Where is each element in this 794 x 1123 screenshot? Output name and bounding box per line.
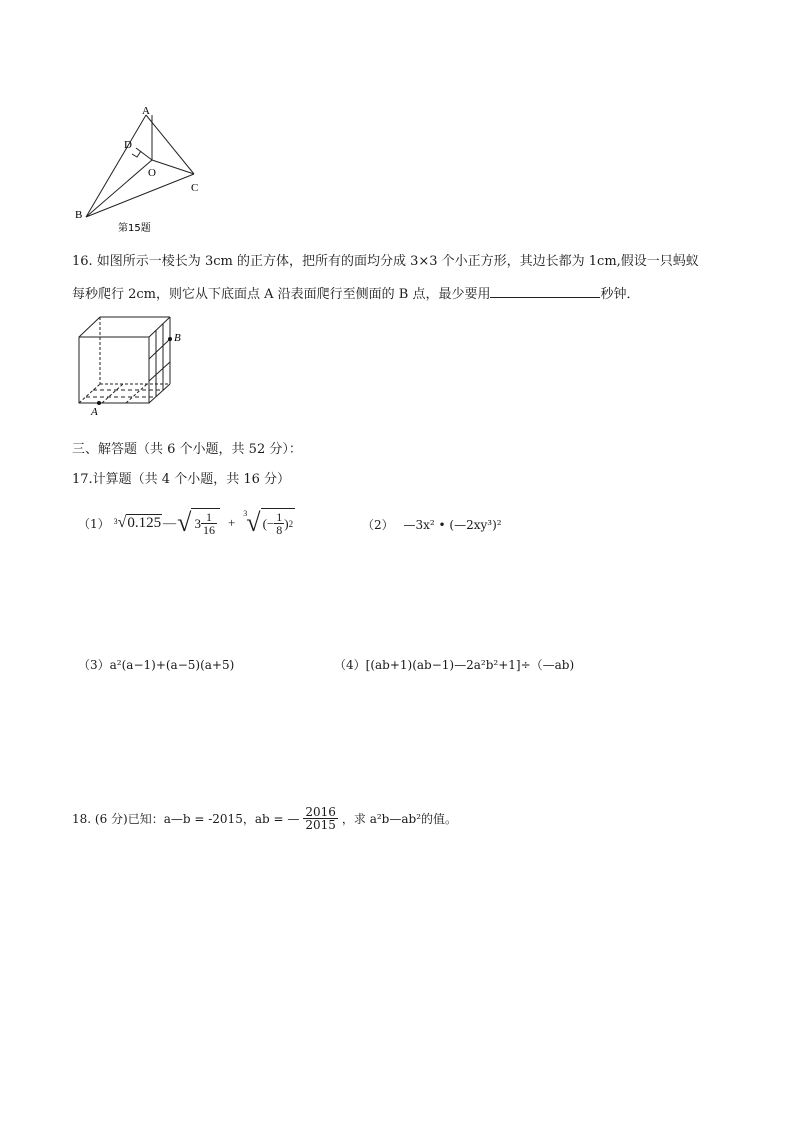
q17-4-expression: [(ab+1)(ab−1)—2a²b²+1]÷（—ab) [365, 658, 575, 672]
cube-figure [70, 312, 190, 417]
cube-label-b: B [174, 332, 181, 344]
inner-fraction [274, 511, 284, 536]
q18-text-pre: 18. (6 分)已知：a—b = -2015，ab = — [72, 812, 300, 826]
q17-2-label: （2） [362, 518, 394, 532]
cube-root-1: 3 √ 0.125 [113, 514, 162, 531]
point-b [168, 337, 172, 341]
section-3-heading: 三、解答题（共 6 个小题，共 52 分）： [72, 442, 302, 457]
q17-3-expression: a²(a−1)+(a−5)(a+5) [109, 658, 235, 672]
answer-blank[interactable] [490, 285, 600, 298]
q16-line2 [72, 283, 640, 302]
q16-text-1: 16. 如图所示一棱长为 3cm 的正方体，把所有的面均分成 3×3 个小正方形，其边长都为 1cm,假设一只蚂蚁 [72, 254, 699, 269]
q17-4-label: （4） [334, 658, 366, 672]
q17-part3 [78, 656, 234, 673]
label-a: A [142, 105, 150, 117]
inner-den: 8 [276, 523, 283, 537]
radicand-1: 0.125 [127, 515, 162, 531]
minus-sign: — [163, 515, 177, 530]
q17-part2 [362, 516, 502, 533]
q16-text-3: 秒钟． [600, 287, 640, 302]
cube-label-a: A [91, 406, 98, 417]
inner-num: 1 [276, 510, 283, 524]
figure-caption: 第15题 [118, 223, 151, 234]
q17-heading: 17.计算题（共 4 个小题，共 16 分） [72, 472, 291, 487]
point-a [97, 401, 101, 405]
edge-ac [146, 115, 194, 174]
q18 [72, 806, 457, 831]
inner-open: (− [262, 515, 275, 531]
q18-text-post: ，求 a²b—ab²的值。 [341, 812, 458, 826]
mixed-den: 16 [202, 523, 215, 537]
cube-root-2: 3 √ (− $\frac{1}{8}$ ) 2 [243, 508, 294, 537]
mixed-whole: 3 [194, 515, 201, 531]
figure-15 [68, 100, 218, 240]
label-c: C [191, 182, 199, 194]
edge-bc [86, 174, 194, 217]
inner-close: ) [284, 515, 289, 531]
right-angle-mark [132, 151, 141, 157]
mixed-num: 1 [205, 510, 212, 524]
plus-sign: + [227, 515, 236, 530]
q16-text-2: 每秒爬行 2cm，则它从下底面点 A 沿表面爬行至侧面的 B 点，最少要用 [72, 287, 491, 302]
square-root: √ 3 $\frac{1}{16}$ [177, 508, 220, 538]
q18-fraction [303, 806, 338, 831]
segment-bo [86, 160, 152, 217]
q18-den: 2015 [305, 818, 336, 832]
q17-part4 [334, 656, 574, 673]
q17-2-expression: —3x² • (—2xy³)² [403, 518, 502, 532]
label-b: B [75, 209, 83, 221]
q16-line1 [72, 250, 699, 269]
q17-part1 [78, 503, 295, 543]
edge-ab [86, 115, 146, 217]
label-o: O [148, 167, 156, 179]
q18-num: 2016 [305, 805, 336, 819]
q17-1-label: （1） [78, 516, 110, 531]
mixed-fraction [201, 511, 217, 536]
q17-3-label: （3） [78, 658, 110, 672]
label-d: D [124, 139, 132, 151]
